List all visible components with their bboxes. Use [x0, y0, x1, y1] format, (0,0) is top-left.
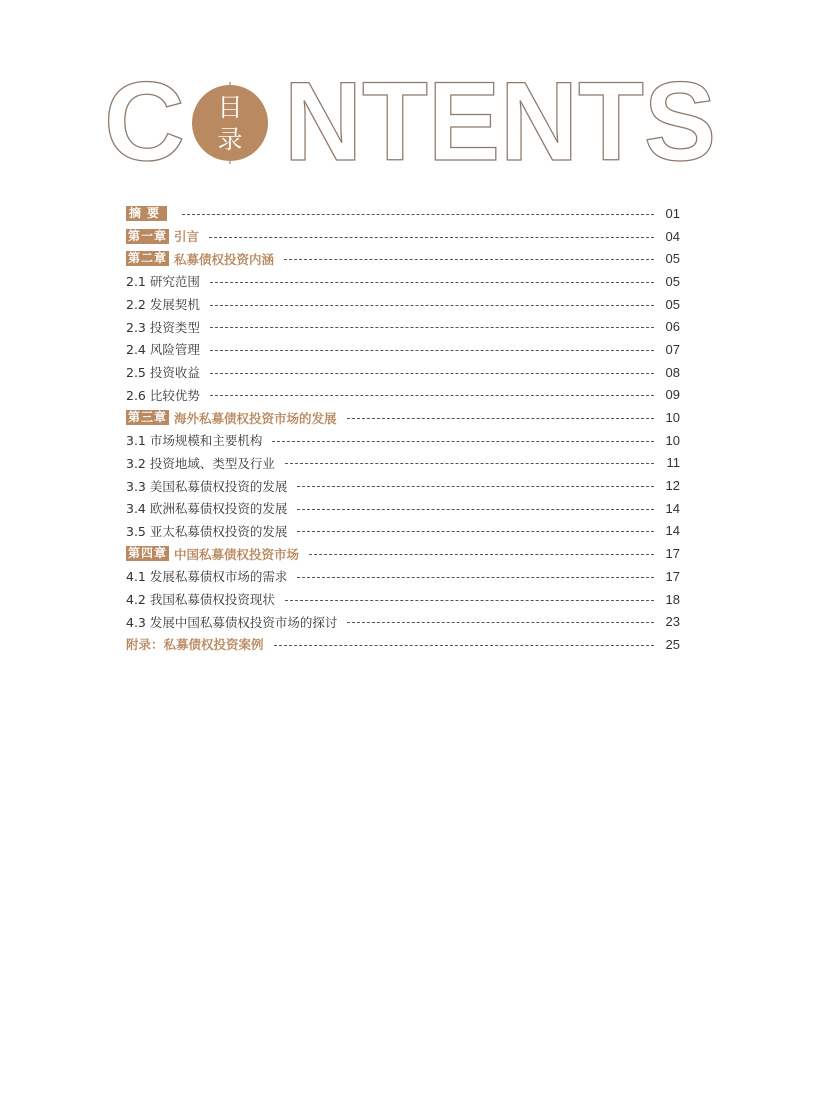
toc-row-chapter-4[interactable] — [126, 542, 680, 565]
leader-dots — [347, 418, 654, 419]
appendix-title: 附录：私募债权投资案例 — [126, 637, 264, 653]
toc-label — [126, 545, 303, 563]
chapter-title: 海外私募债权投资市场的发展 — [174, 410, 337, 426]
page-number: 10 — [665, 432, 680, 448]
page-number: 18 — [665, 591, 680, 607]
page-number: 08 — [665, 364, 680, 380]
toc-label — [126, 206, 176, 221]
leader-dots — [284, 259, 654, 260]
page-number: 17 — [665, 568, 680, 584]
section-label: 3.3 美国私募债权投资的发展 — [126, 478, 288, 494]
contents-title-art — [0, 0, 816, 180]
toc-row-4-1[interactable] — [126, 565, 680, 588]
chapter-title: 中国私募债权投资市场 — [174, 546, 300, 562]
toc-row-3-3[interactable] — [126, 474, 680, 497]
leader-dots — [297, 531, 654, 532]
page-number: 25 — [665, 636, 680, 652]
toc-row-2-4[interactable] — [126, 338, 680, 361]
section-label: 3.1 市场规模和主要机构 — [126, 433, 263, 449]
page-number: 10 — [665, 410, 680, 426]
page-number: 05 — [665, 251, 680, 267]
section-label: 2.2 发展契机 — [126, 297, 200, 313]
chapter-title: 引言 — [174, 229, 200, 245]
chapter-title: 私募债权投资内涵 — [174, 251, 275, 267]
section-label: 3.5 亚太私募债权投资的发展 — [126, 523, 288, 539]
page-number: 09 — [665, 387, 680, 403]
leader-dots — [285, 463, 654, 464]
toc-row-3-1[interactable] — [126, 429, 680, 452]
section-label: 4.1 发展私募债权市场的需求 — [126, 569, 288, 585]
leader-dots — [209, 237, 654, 238]
toc-label — [126, 635, 268, 653]
section-label: 3.4 欧洲私募债权投资的发展 — [126, 501, 288, 517]
page-number: 17 — [665, 546, 680, 562]
circle-char-lu: 录 — [217, 125, 243, 154]
toc-row-2-5[interactable] — [126, 361, 680, 384]
leader-dots — [272, 441, 654, 442]
page-number: 14 — [665, 500, 680, 516]
chapter-badge: 第一章 — [128, 228, 168, 243]
leader-dots — [297, 509, 654, 510]
page-number: 04 — [665, 228, 680, 244]
contents-letter-c: C — [104, 59, 185, 180]
page-number: 23 — [665, 614, 680, 630]
leader-dots — [210, 373, 654, 374]
leader-dots — [182, 214, 654, 215]
circle-char-mu: 目 — [217, 93, 243, 122]
contents-letters-ntents: NTENTS — [284, 59, 716, 180]
leader-dots — [210, 395, 654, 396]
leader-dots — [210, 327, 654, 328]
page-number: 05 — [665, 296, 680, 312]
leader-dots — [297, 577, 654, 578]
page-number: 14 — [665, 523, 680, 539]
toc-row-2-1[interactable] — [126, 270, 680, 293]
section-label: 4.2 我国私募债权投资现状 — [126, 592, 275, 608]
toc-row-abstract[interactable] — [126, 202, 680, 225]
toc-row-chapter-2[interactable] — [126, 247, 680, 270]
toc-row-3-2[interactable] — [126, 452, 680, 475]
page-number: 05 — [665, 273, 680, 289]
leader-dots — [297, 486, 654, 487]
page-number: 12 — [665, 478, 680, 494]
contents-header — [0, 0, 816, 180]
toc-row-appendix[interactable] — [126, 633, 680, 656]
toc-row-chapter-1[interactable] — [126, 225, 680, 248]
toc-label — [126, 227, 203, 245]
section-label: 2.6 比较优势 — [126, 387, 200, 403]
chapter-badge: 第三章 — [128, 410, 168, 425]
leader-dots — [210, 305, 654, 306]
toc-row-4-3[interactable] — [126, 610, 680, 633]
toc-row-2-6[interactable] — [126, 384, 680, 407]
leader-dots — [347, 622, 654, 623]
page-number: 01 — [665, 205, 680, 221]
page-number: 07 — [665, 341, 680, 357]
section-label: 2.3 投资类型 — [126, 319, 200, 335]
section-label: 3.2 投资地域、类型及行业 — [126, 455, 275, 471]
leader-dots — [210, 282, 654, 283]
section-label: 2.5 投资收益 — [126, 365, 200, 381]
chapter-badge: 第四章 — [128, 546, 168, 561]
abstract-badge: 摘要 — [126, 206, 167, 221]
toc-row-2-2[interactable] — [126, 293, 680, 316]
toc-label — [126, 409, 341, 427]
table-of-contents — [126, 202, 680, 656]
leader-dots — [285, 600, 654, 601]
chapter-badge: 第二章 — [128, 251, 168, 266]
leader-dots — [309, 554, 654, 555]
section-label: 2.1 研究范围 — [126, 274, 200, 290]
toc-row-2-3[interactable] — [126, 315, 680, 338]
toc-row-3-4[interactable] — [126, 497, 680, 520]
leader-dots — [274, 645, 654, 646]
toc-row-3-5[interactable] — [126, 520, 680, 543]
section-label: 2.4 风险管理 — [126, 342, 200, 358]
page-number: 06 — [665, 319, 680, 335]
section-label: 4.3 发展中国私募债权投资市场的探讨 — [126, 614, 338, 630]
leader-dots — [210, 350, 654, 351]
page-number: 11 — [666, 455, 680, 471]
toc-label — [126, 250, 278, 268]
toc-row-4-2[interactable] — [126, 588, 680, 611]
toc-row-chapter-3[interactable] — [126, 406, 680, 429]
